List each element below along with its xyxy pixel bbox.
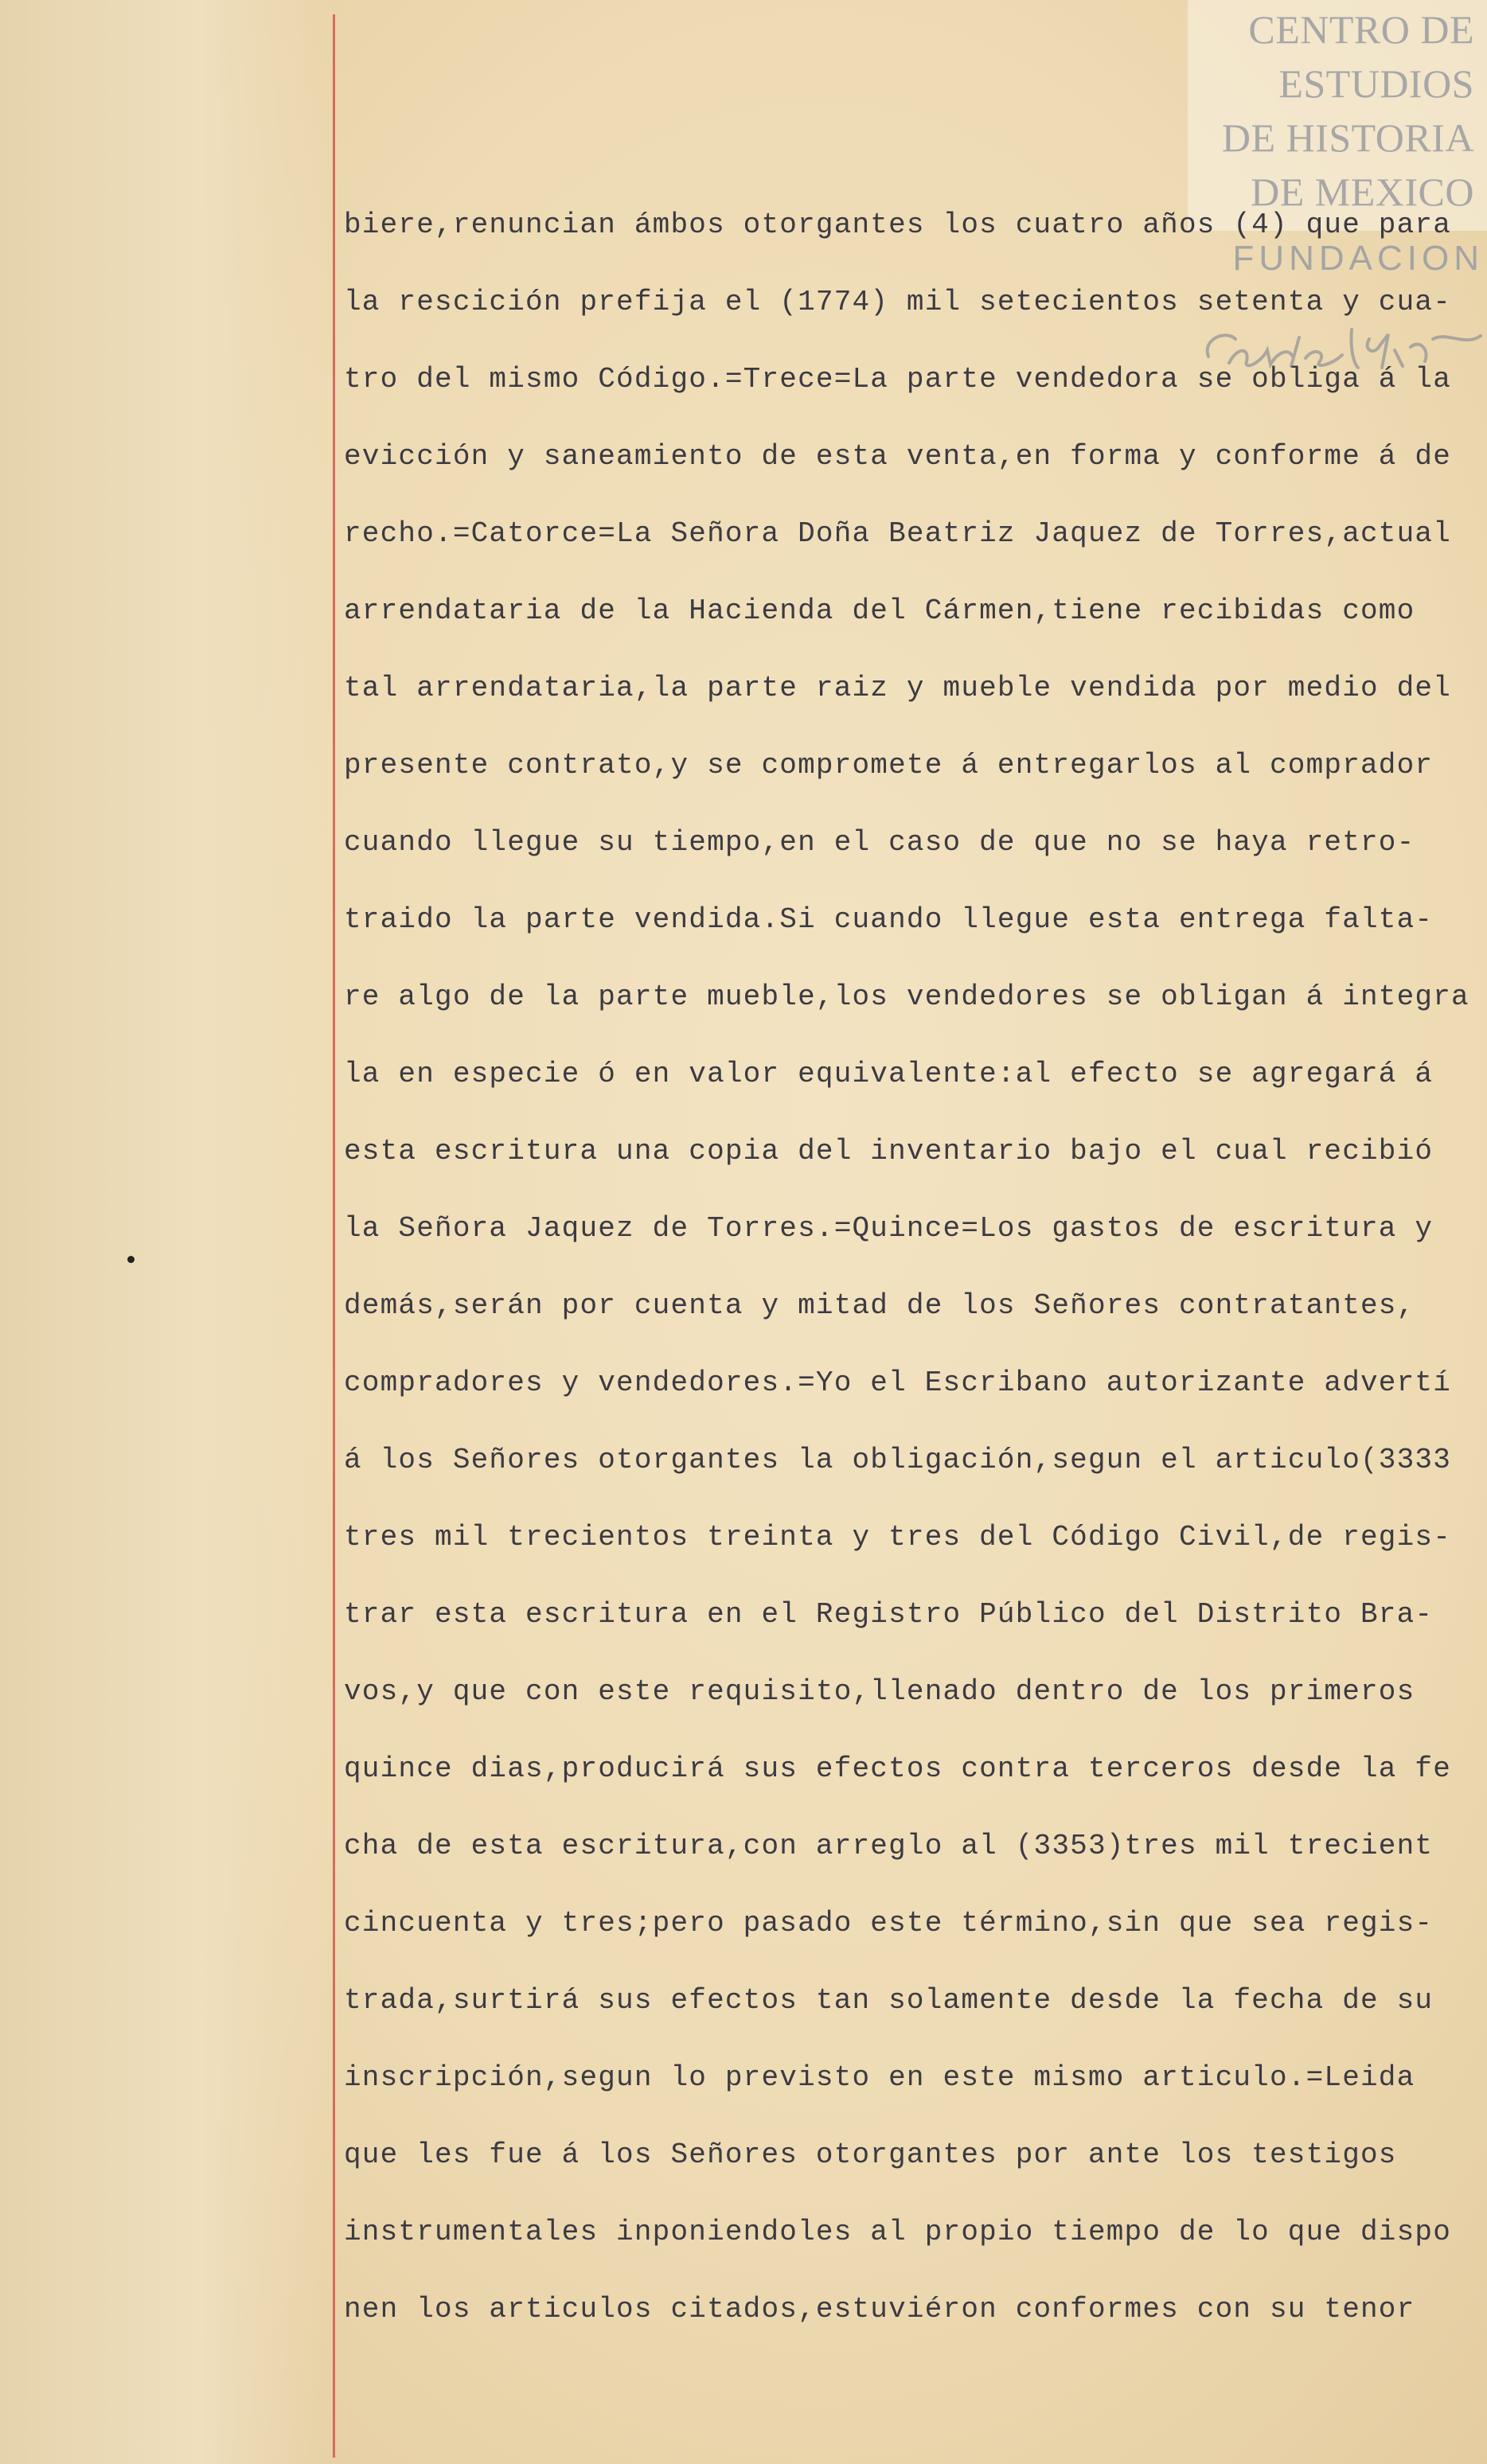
text-line-20: vos,y que con este requisito,llenado dentro de los primeros xyxy=(344,1675,1415,1708)
text-line-3: tro del mismo Código.=Trece=La parte vendedora se obliga á la xyxy=(344,363,1452,396)
text-line-27: instrumentales inponiendoles al propio tiempo de lo que dispo xyxy=(344,2216,1452,2248)
text-line-4: evicción y saneamiento de esta venta,en forma y conforme á de xyxy=(344,440,1452,473)
text-line-18: tres mil trecientos treinta y tres del Código Civil,de regis- xyxy=(344,1521,1452,1554)
text-line-6: arrendataria de la Hacienda del Cármen,tiene recibidas como xyxy=(344,595,1415,627)
ink-speck xyxy=(127,1256,135,1263)
stamp-foundation: FUNDACION xyxy=(1232,239,1484,278)
text-line-1: biere,renuncian ámbos otorgantes los cuatro años (4) que para xyxy=(344,209,1452,241)
text-line-28: nen los articulos citados,estuviéron conformes con su tenor xyxy=(344,2293,1415,2326)
paper-edge-shading xyxy=(0,0,334,2464)
text-line-21: quince dias,producirá sus efectos contra terceros desde la fe xyxy=(344,1752,1452,1785)
text-line-26: que les fue á los Señores otorgantes por ante los testigos xyxy=(344,2138,1397,2171)
text-line-24: trada,surtirá sus efectos tan solamente desde la fecha de su xyxy=(344,1984,1434,2017)
text-line-10: traido la parte vendida.Si cuando llegue esta entrega falta- xyxy=(344,903,1434,936)
text-line-12: la en especie ó en valor equivalente:al efecto se agregará á xyxy=(344,1058,1434,1090)
text-line-25: inscripción,segun lo previsto en este mismo articulo.=Leida xyxy=(344,2061,1415,2094)
text-line-2: la rescición prefija el (1774) mil setecientos setenta y cua- xyxy=(344,286,1452,318)
text-line-14: la Señora Jaquez de Torres.=Quince=Los gastos de escritura y xyxy=(344,1212,1434,1245)
text-line-9: cuando llegue su tiempo,en el caso de que no se haya retro- xyxy=(344,826,1415,859)
text-line-8: presente contrato,y se compromete á entregarlos al comprador xyxy=(344,749,1434,782)
text-line-11: re algo de la parte mueble,los vendedores se obligan á integra xyxy=(344,981,1469,1013)
text-line-16: compradores y vendedores.=Yo el Escribano autorizante advertí xyxy=(344,1367,1452,1399)
stamp-line-1: CENTRO DE xyxy=(1248,7,1474,52)
text-line-22: cha de esta escritura,con arreglo al (3353)tres mil trecient xyxy=(344,1830,1434,1862)
text-line-23: cincuenta y tres;pero pasado este término,sin que sea regis- xyxy=(344,1907,1434,1940)
archive-stamp xyxy=(1188,0,1487,231)
text-line-5: recho.=Catorce=La Señora Doña Beatriz Jaquez de Torres,actual xyxy=(344,517,1452,550)
text-line-17: á los Señores otorgantes la obligación,segun el articulo(3333 xyxy=(344,1444,1452,1476)
text-line-13: esta escritura una copia del inventario bajo el cual recibió xyxy=(344,1135,1434,1168)
stamp-line-2: ESTUDIOS xyxy=(1278,61,1474,106)
text-line-7: tal arrendataria,la parte raiz y mueble vendida por medio del xyxy=(344,672,1452,704)
red-margin-rule xyxy=(333,14,335,2458)
stamp-line-3: DE HISTORIA xyxy=(1221,115,1474,160)
text-line-15: demás,serán por cuenta y mitad de los Señores contratantes, xyxy=(344,1289,1415,1322)
stamp-line-4: DE MEXICO xyxy=(1251,170,1474,214)
text-line-19: trar esta escritura en el Registro Público del Distrito Bra- xyxy=(344,1598,1434,1631)
